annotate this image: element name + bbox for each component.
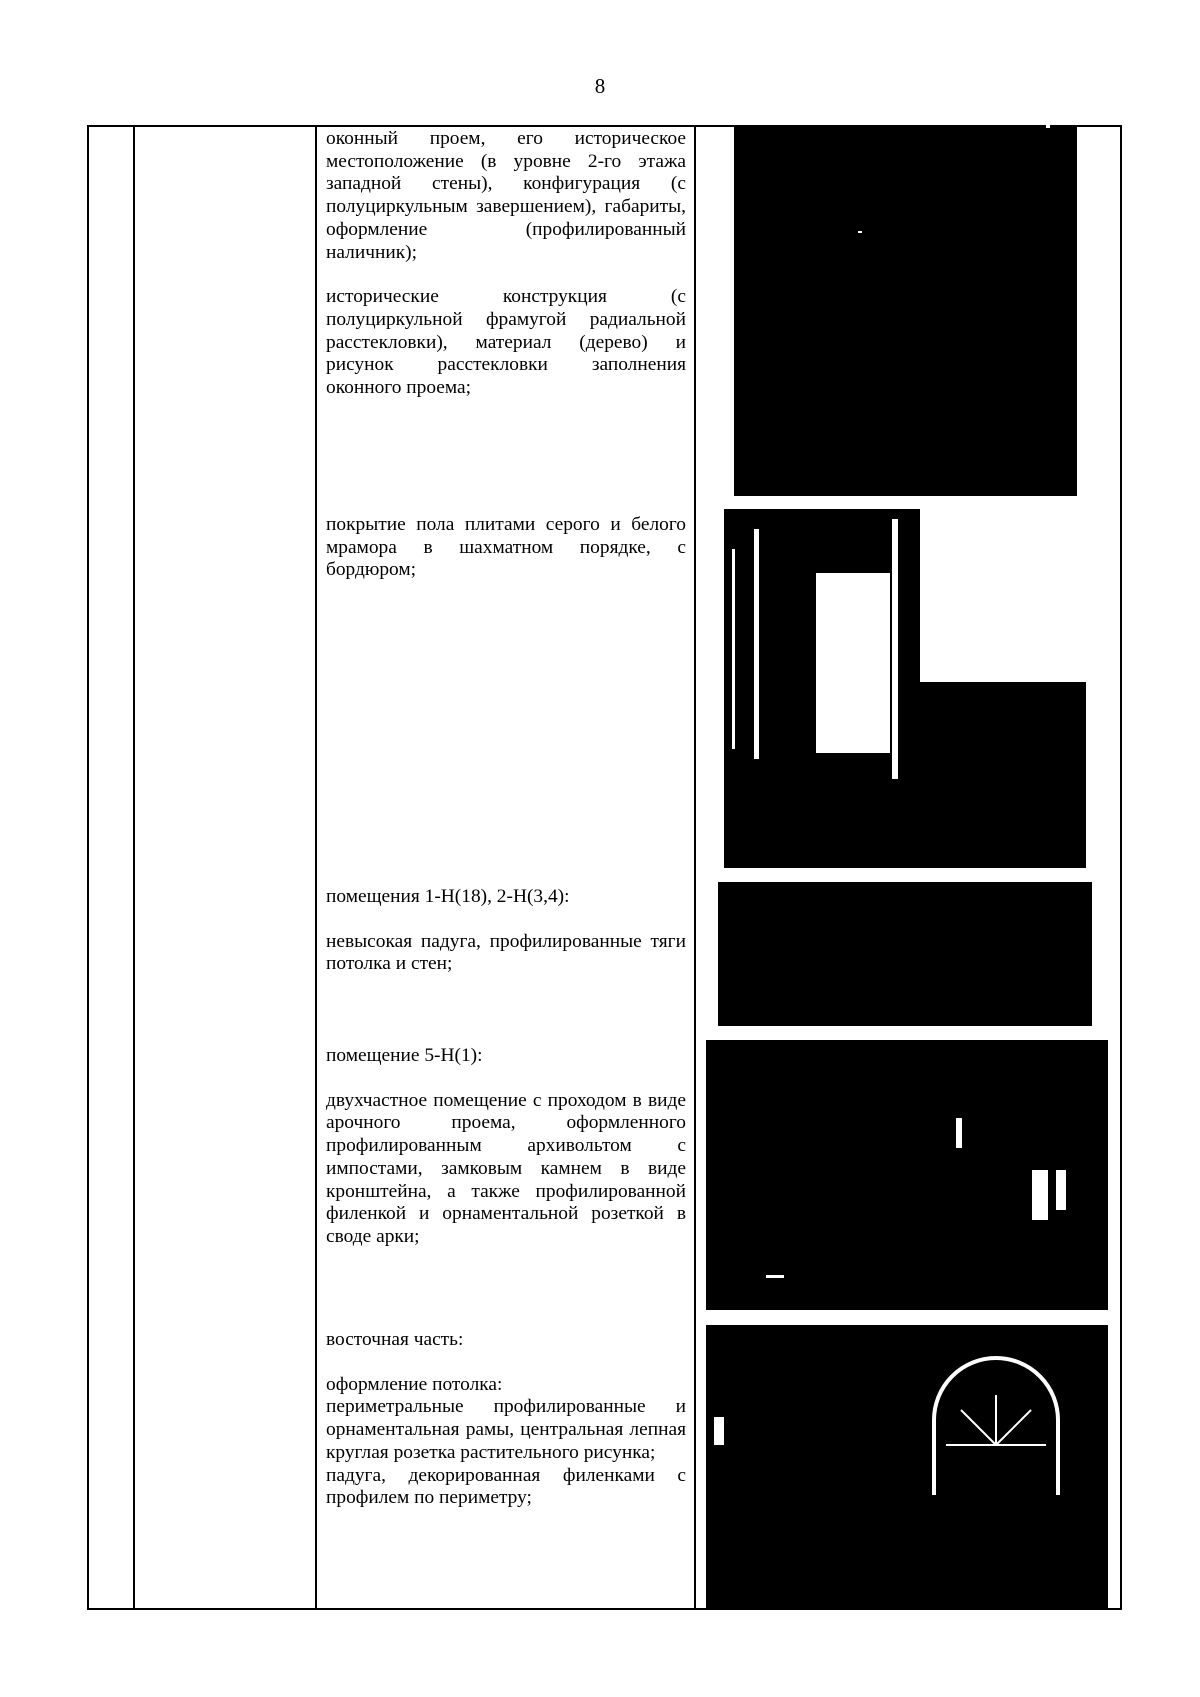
entry-paragraph: помещения 1-Н(18), 2-Н(3,4): [326,886,570,907]
photo-highlight [766,1275,784,1278]
table-border-col-1 [133,125,135,1610]
photo-highlight [816,573,890,753]
table-border-col-2 [315,125,317,1610]
arched-window-photo [706,1325,1108,1608]
entry-paragraph: оформление потолка: периметральные профилированные и орнаментальная рамы, центральная лепная круглая розетка растительного рисунка; падуга, декорированная филенками с профилем по периметру; [326,1373,686,1509]
photo-highlight [732,549,735,749]
entry-ceiling-text [326,886,686,976]
entry-paragraph: исторические конструкция (с полуциркульной фрамугой радиальной расстекловки), материал (дерево) и рисунок расстекловки заполнения оконного проема; [326,286,686,399]
photo-highlight [1032,1170,1048,1220]
entry-east-part-text [326,1329,686,1510]
photo-highlight [858,231,862,233]
entry-paragraph: невысокая падуга, профилированные тяги потолка и стен; [326,930,686,975]
entry-paragraph: помещение 5-Н(1): [326,1045,483,1066]
photo-highlight [956,1118,962,1148]
table-border-col-0 [87,125,89,1610]
table-bottom-border [87,1608,1122,1610]
floor-photo [920,682,1086,868]
table-border-col-4 [1120,125,1122,1610]
entry-paragraph: покрытие пола плитами серого и белого мрамора в шахматном порядке, с бордюром; [326,514,686,581]
hall-door-photo [724,509,920,868]
entry-paragraph: восточная часть: [326,1329,464,1350]
photo-highlight [1046,125,1050,128]
entry-paragraph: двухчастное помещение с проходом в виде арочного проема, оформленного профилированным архивольтом с импостами, замковым камнем в виде кронштейна, а также профилированной филенкой и орнаментальной розеткой в своде арки; [326,1089,686,1247]
photo-highlight [1056,1170,1066,1210]
entry-paragraph: оконный проем, его историческое местоположение (в уровне 2-го этажа западной стены), конфигурация (с полуциркульным завершением), габариты, оформление (профилированный наличник); [326,128,686,263]
table-border-col-3 [694,125,696,1610]
photo-highlight [892,519,898,779]
ceiling-photo [718,882,1092,1026]
page-number: 8 [594,74,606,98]
entry-window-text [326,128,686,400]
entry-arch-room-text [326,1045,686,1249]
arch-outline-icon [706,1325,1108,1608]
entry-floor-text [326,514,686,582]
photo-highlight [754,529,759,759]
arch-room-photo [706,1040,1108,1310]
window-photo [734,125,1077,496]
